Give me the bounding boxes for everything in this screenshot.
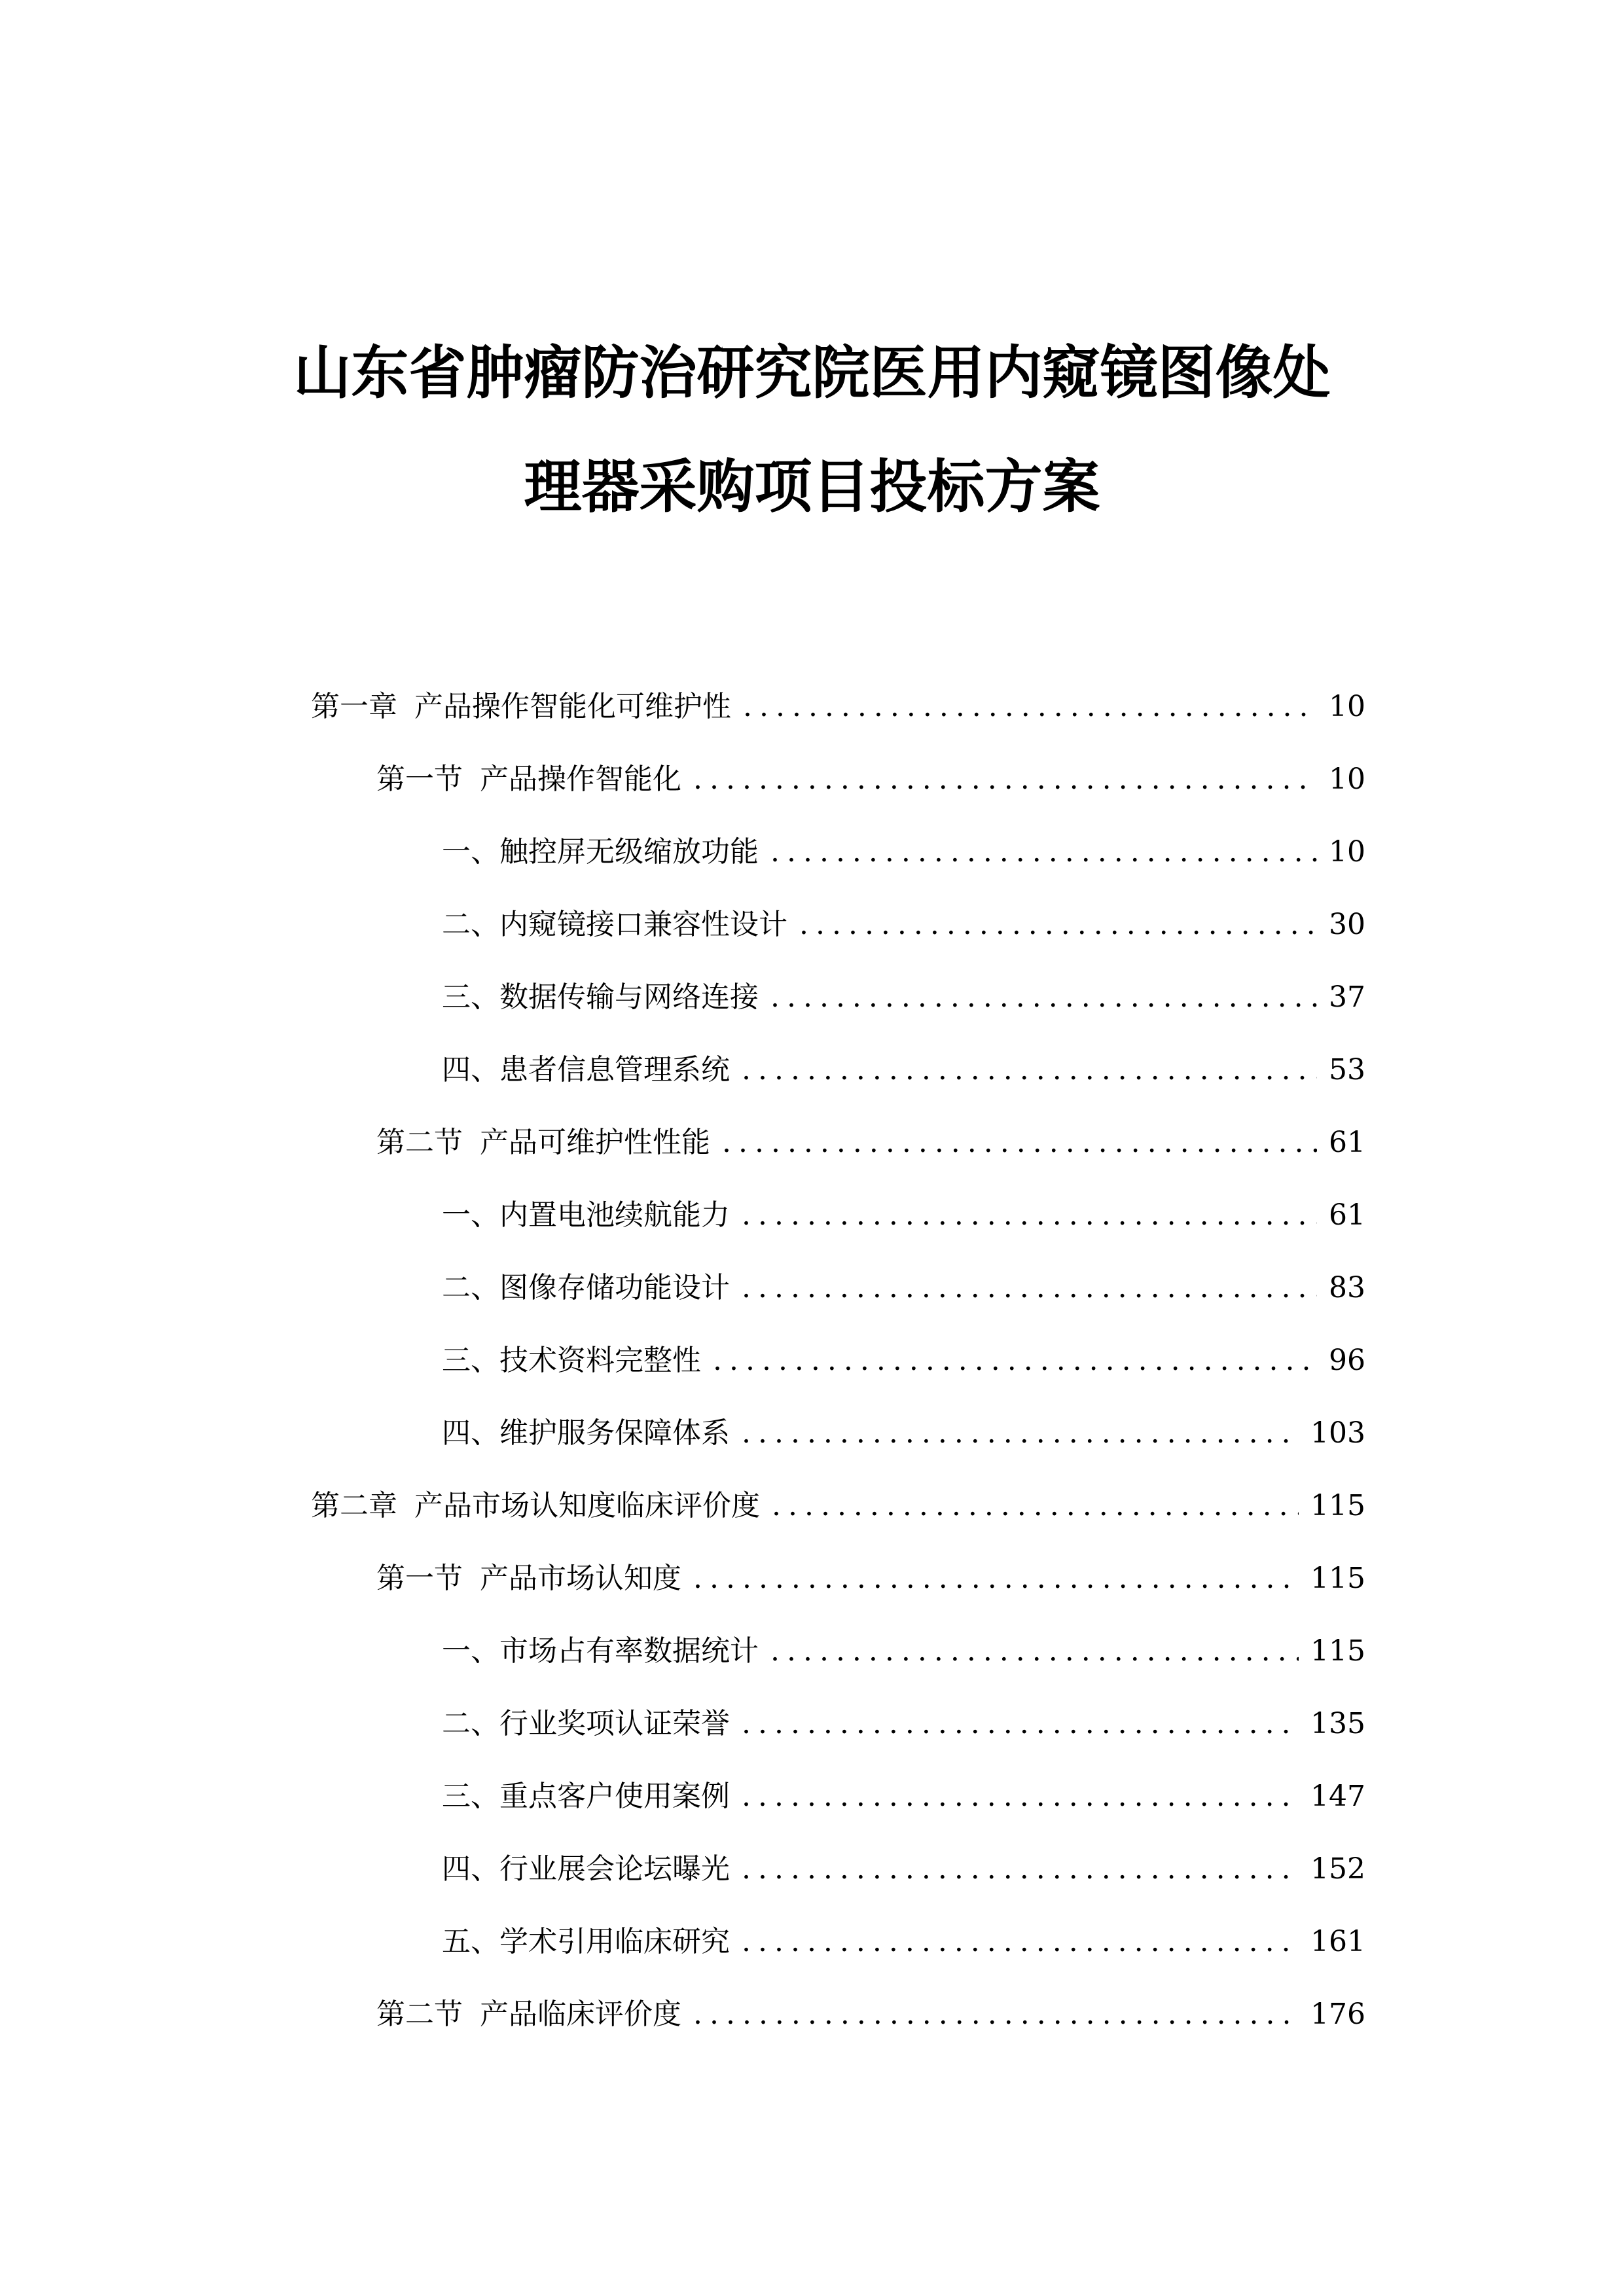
toc-page-number: 53 xyxy=(1329,1053,1365,1086)
toc-entry[interactable] xyxy=(442,1698,1365,1750)
toc-dot-leader xyxy=(742,1407,1299,1460)
toc-dot-leader xyxy=(770,1625,1299,1677)
toc-entry-title: 产品市场认知度 xyxy=(480,1562,681,1595)
toc-entry-number: 四、 xyxy=(442,1053,499,1086)
toc-entry[interactable] xyxy=(442,1044,1365,1096)
toc-entry-number: 二、 xyxy=(442,1271,499,1304)
toc-entry-number: 一、 xyxy=(442,835,499,869)
toc-dot-leader xyxy=(722,1117,1317,1169)
toc-entry-title: 产品可维护性性能 xyxy=(480,1126,710,1159)
toc-entry[interactable] xyxy=(442,1335,1365,1387)
toc-entry-number: 一、 xyxy=(442,1198,499,1232)
toc-entry-number: 二、 xyxy=(442,908,499,941)
toc-entry-title: 患者信息管理系统 xyxy=(499,1053,730,1086)
toc-entry[interactable] xyxy=(442,1189,1365,1242)
toc-dot-leader xyxy=(772,1480,1299,1532)
toc-dot-leader xyxy=(742,1262,1317,1314)
toc-entry[interactable] xyxy=(442,1407,1365,1460)
toc-entry-title: 产品市场认知度临床评价度 xyxy=(414,1489,760,1522)
toc-entry-title: 行业奖项认证荣誉 xyxy=(499,1707,730,1740)
toc-page-number: 115 xyxy=(1310,1634,1365,1668)
toc-entry[interactable] xyxy=(442,1843,1365,1895)
toc-entry-number: 一、 xyxy=(442,1634,499,1668)
toc-dot-leader xyxy=(742,1189,1317,1242)
toc-entry-title: 产品操作智能化可维护性 xyxy=(414,690,731,723)
toc-entry-number: 第二章 xyxy=(311,1489,397,1522)
toc-page-number: 10 xyxy=(1329,690,1365,723)
toc-page-number: 37 xyxy=(1329,980,1365,1014)
toc-dot-leader xyxy=(799,899,1317,951)
toc-entry-number: 第二节 xyxy=(376,1126,463,1159)
toc-dot-leader xyxy=(742,1916,1299,1968)
toc-entry-number: 五、 xyxy=(442,1925,499,1958)
toc-entry[interactable] xyxy=(442,826,1365,878)
toc-entry-title: 市场占有率数据统计 xyxy=(499,1634,759,1668)
toc-page-number: 115 xyxy=(1310,1562,1365,1595)
toc-page-number: 83 xyxy=(1329,1271,1365,1304)
toc-entry-title: 图像存储功能设计 xyxy=(499,1271,730,1304)
toc-entry[interactable] xyxy=(376,1988,1365,2041)
toc-page-number: 115 xyxy=(1310,1489,1365,1522)
toc-entry-number: 三、 xyxy=(442,1780,499,1813)
toc-dot-leader xyxy=(770,971,1317,1024)
toc-page-number: 135 xyxy=(1310,1707,1365,1740)
toc-entry-number: 三、 xyxy=(442,980,499,1014)
toc-page-number: 152 xyxy=(1310,1852,1365,1886)
toc-entry-number: 第一节 xyxy=(376,762,463,796)
toc-entry[interactable] xyxy=(442,971,1365,1024)
toc-entry[interactable] xyxy=(376,1552,1365,1605)
toc-page-number: 10 xyxy=(1329,835,1365,869)
toc-dot-leader xyxy=(742,1843,1299,1895)
toc-entry-title: 触控屏无级缩放功能 xyxy=(499,835,759,869)
toc-entry[interactable] xyxy=(376,753,1365,806)
toc-dot-leader xyxy=(693,753,1317,806)
toc-entry[interactable] xyxy=(376,1117,1365,1169)
toc-entry-title: 学术引用临床研究 xyxy=(499,1925,730,1958)
toc-entry[interactable] xyxy=(311,1480,1365,1532)
toc-entry[interactable] xyxy=(442,1916,1365,1968)
toc-entry-title: 内窥镜接口兼容性设计 xyxy=(499,908,787,941)
toc-entry-number: 第二节 xyxy=(376,1998,463,2031)
toc-entry-title: 维护服务保障体系 xyxy=(499,1416,730,1450)
toc-page-number: 61 xyxy=(1329,1126,1365,1159)
toc-entry[interactable] xyxy=(442,1770,1365,1823)
toc-entry-title: 技术资料完整性 xyxy=(499,1344,701,1377)
toc-entry-number: 四、 xyxy=(442,1416,499,1450)
toc-dot-leader xyxy=(713,1335,1317,1387)
toc-entry[interactable] xyxy=(442,899,1365,951)
toc-entry-number: 四、 xyxy=(442,1852,499,1886)
toc-entry-title: 产品操作智能化 xyxy=(480,762,681,796)
toc-dot-leader xyxy=(742,1770,1299,1823)
toc-dot-leader xyxy=(770,826,1317,878)
toc-page-number: 103 xyxy=(1310,1416,1365,1450)
toc-dot-leader xyxy=(693,1552,1299,1605)
toc-page-number: 176 xyxy=(1310,1998,1365,2031)
toc-entry-number: 二、 xyxy=(442,1707,499,1740)
toc-dot-leader xyxy=(693,1988,1299,2041)
toc-entry-number: 三、 xyxy=(442,1344,499,1377)
toc-dot-leader xyxy=(743,681,1317,733)
toc-entry-title: 行业展会论坛曝光 xyxy=(499,1852,730,1886)
toc-entry-title: 数据传输与网络连接 xyxy=(499,980,759,1014)
document-title-line-1: 山东省肿瘤防治研究院医用内窥镜图像处 xyxy=(293,339,1331,406)
toc-page-number: 61 xyxy=(1329,1198,1365,1232)
toc-entry[interactable] xyxy=(442,1262,1365,1314)
toc-entry-number: 第一章 xyxy=(311,690,397,723)
toc-page-number: 96 xyxy=(1329,1344,1365,1377)
toc-page-number: 10 xyxy=(1329,762,1365,796)
toc-page-number: 30 xyxy=(1329,908,1365,941)
toc-entry[interactable] xyxy=(442,1625,1365,1677)
toc-page-number: 161 xyxy=(1310,1925,1365,1958)
toc-dot-leader xyxy=(742,1698,1299,1750)
document-title-line-2: 理器采购项目投标方案 xyxy=(524,453,1100,520)
toc-entry-title: 内置电池续航能力 xyxy=(499,1198,730,1232)
toc-entry-title: 产品临床评价度 xyxy=(480,1998,681,2031)
toc-entry-number: 第一节 xyxy=(376,1562,463,1595)
toc-entry-title: 重点客户使用案例 xyxy=(499,1780,730,1813)
toc-entry[interactable] xyxy=(311,681,1365,733)
toc-dot-leader xyxy=(742,1044,1317,1096)
toc-page-number: 147 xyxy=(1310,1780,1365,1813)
